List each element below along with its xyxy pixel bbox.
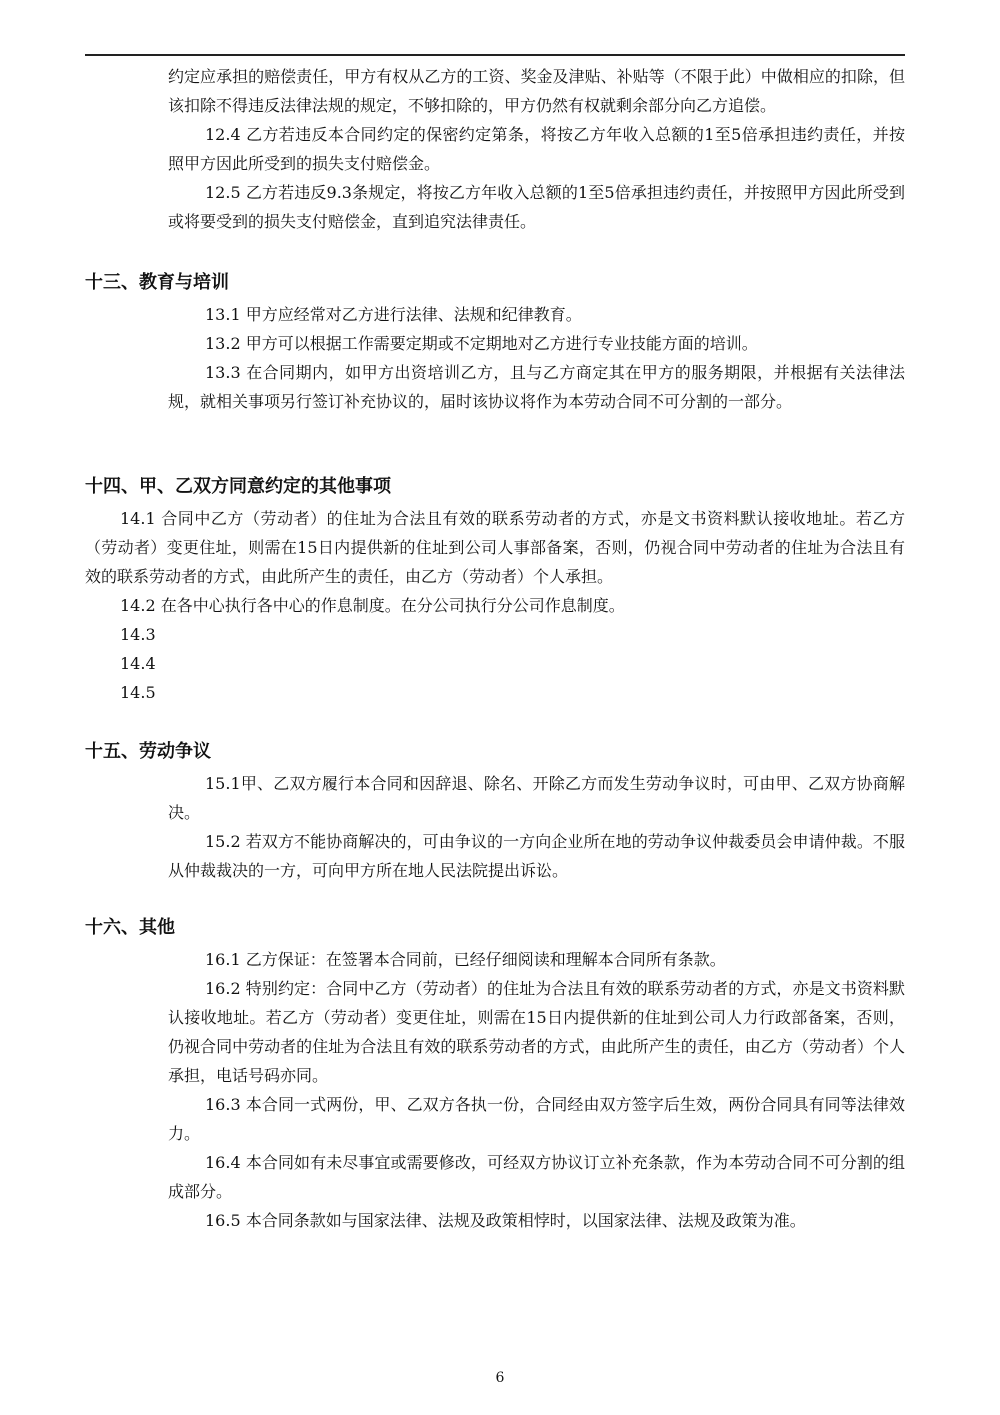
header-rule [85, 54, 905, 56]
clause-16-5: 16.5 本合同条款如与国家法律、法规及政策相悖时，以国家法律、法规及政策为准。 [205, 1211, 806, 1230]
clause-16-1: 16.1 乙方保证：在签署本合同前，已经仔细阅读和理解本合同所有条款。 [205, 950, 726, 969]
clause-13-1: 13.1 甲方应经常对乙方进行法律、法规和纪律教育。 [205, 305, 582, 324]
section-13-heading: 十三、教育与培训 [85, 272, 229, 293]
clause-12-4: 12.4 乙方若违反本合同约定的保密约定第条，将按乙方年收入总额的1至5倍承担违约责任，并按照甲方因此所受到的损失支付赔偿金。 [168, 125, 905, 173]
section-15-heading: 十五、劳动争议 [85, 741, 211, 762]
clause-14-5: 14.5 [120, 683, 156, 702]
clause-12-5: 12.5 乙方若违反9.3条规定，将按乙方年收入总额的1至5倍承担违约责任，并按照甲方因此所受到或将要受到的损失支付赔偿金，直到追究法律责任。 [168, 183, 905, 231]
clause-14-3: 14.3 [120, 625, 156, 644]
clause-14-1: 14.1 合同中乙方（劳动者）的住址为合法且有效的联系劳动者的方式，亦是文书资料默认接收地址。若乙方（劳动者）变更住址，则需在15日内提供新的住址到公司人事部备案，否则，仍视合同中劳动者的住址为合法且有效的联系劳动者的方式，由此所产生的责任，由乙方（劳动者）个人承担。 [85, 509, 905, 586]
clause-14-2: 14.2 在各中心执行各中心的作息制度。在分公司执行分公司作息制度。 [120, 596, 625, 615]
page-number: 6 [495, 1370, 505, 1386]
document-body [85, 62, 905, 1235]
clause-13-2: 13.2 甲方可以根据工作需要定期或不定期地对乙方进行专业技能方面的培训。 [205, 334, 758, 353]
section-16-heading: 十六、其他 [85, 917, 175, 938]
section-14-heading: 十四、甲、乙双方同意约定的其他事项 [85, 476, 391, 497]
clause-15-2: 15.2 若双方不能协商解决的，可由争议的一方向企业所在地的劳动争议仲裁委员会申请仲裁。不服从仲裁裁决的一方，可向甲方所在地人民法院提出诉讼。 [168, 832, 905, 880]
clause-16-2: 16.2 特别约定：合同中乙方（劳动者）的住址为合法且有效的联系劳动者的方式，亦是文书资料默认接收地址。若乙方（劳动者）变更住址，则需在15日内提供新的住址到公司人力行政部备案，否则，仍视合同中劳动者的住址为合法且有效的联系劳动者的方式，由此所产生的责任，由乙方（劳动者）个人承担，电话号码亦同。 [168, 979, 905, 1085]
clause-16-4: 16.4 本合同如有未尽事宜或需要修改，可经双方协议订立补充条款，作为本劳动合同不可分割的组成部分。 [168, 1153, 905, 1201]
clause-15-1: 15.1甲、乙双方履行本合同和因辞退、除名、开除乙方而发生劳动争议时，可由甲、乙双方协商解决。 [168, 774, 905, 822]
clause-12-3-continuation: 约定应承担的赔偿责任，甲方有权从乙方的工资、奖金及津贴、补贴等（不限于此）中做相应的扣除，但该扣除不得违反法律法规的规定，不够扣除的，甲方仍然有权就剩余部分向乙方追偿。 [168, 67, 905, 115]
clause-16-3: 16.3 本合同一式两份，甲、乙双方各执一份，合同经由双方签字后生效，两份合同具有同等法律效力。 [168, 1095, 905, 1143]
clause-13-3: 13.3 在合同期内，如甲方出资培训乙方，且与乙方商定其在甲方的服务期限，并根据有关法律法规，就相关事项另行签订补充协议的，届时该协议将作为本劳动合同不可分割的一部分。 [168, 363, 905, 411]
clause-14-4: 14.4 [120, 654, 156, 673]
